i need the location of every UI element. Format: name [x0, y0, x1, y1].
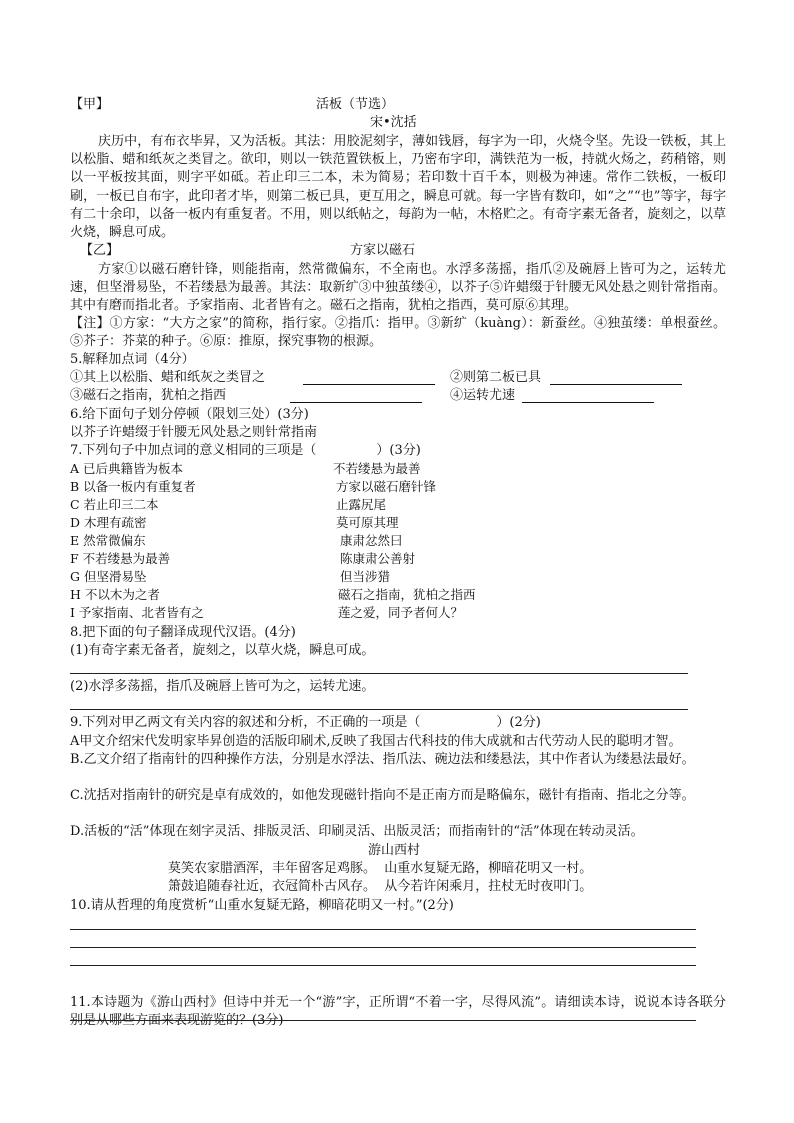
- q7-title-a: 7.下列句子中加点词的意义相同的三项是（: [70, 443, 317, 458]
- q9-title: [70, 714, 541, 732]
- q5-item-2: ②则第二板已具: [450, 370, 542, 385]
- q10-answer-line-2[interactable]: [70, 947, 696, 948]
- annotation-notes: 【注】①方家：“大方之家”的简称，指行家。②指爪：指甲。③新纩（kuàng）：新蚕丝。④独茧缕：单根蚕丝。⑤芥子：芥菜的种子。⑥原：推原，探究事物的根源。: [70, 316, 726, 350]
- q6-sentence: 以芥子许蜡缀于针腰无风处悬之则针常指南: [70, 425, 318, 440]
- q7-row-g-left: G 但坚滑易坠: [70, 569, 147, 584]
- q7-row-b-left: B 以备一板内有重复者: [70, 479, 196, 494]
- q11-title: 11.本诗题为《游山西村》但诗中并无一个“游”字，正所谓“不着一字，尽得风流”。请细读本诗，说说本诗各联分别是从哪些方面来表现游览的？(3分): [70, 995, 726, 1029]
- passage-a-title: 活板（节选）: [316, 97, 395, 112]
- q7-title: [70, 442, 421, 460]
- q5-title: 5.解释加点词（4分）: [70, 352, 195, 367]
- passage-a-author: 宋•沈括: [370, 115, 417, 130]
- q10-title: 10.请从哲理的角度赏析“山重水复疑无路，柳暗花明又一村。”(2分): [70, 898, 454, 913]
- q7-row-f-left: F 不若缕悬为最善: [70, 551, 171, 566]
- q11-answer-line-1[interactable]: [70, 1020, 696, 1021]
- q7-row-g-right: 但当涉猎: [340, 569, 391, 584]
- q7-row-b-right: 方家以磁石磨针锋: [336, 479, 437, 494]
- q7-row-h-left: H 不以木为之者: [70, 587, 160, 602]
- q7-row-c-right: 止露尻尾: [336, 497, 387, 512]
- passage-b-text: 方家①以磁石磨针锋，则能指南，然常微偏东，不全南也。水浮多荡摇，指爪②及碗唇上皆可为之，运转尤速，但坚滑易坠，不若缕悬为最善。其法：取新纩③中独茧缕④，以芥子⑤许蜡缀于针腰无风处悬之则针常指南。其中有磨而指北者。予家指南、北者皆有之。磁石之指南，犹柏之指西，莫可原⑥其理。: [70, 262, 726, 314]
- q7-row-a-left: A 已后典籍皆为板本: [70, 461, 184, 476]
- q7-row-d-right: 莫可原其理: [336, 515, 399, 530]
- poem-title: 游山西村: [368, 843, 421, 858]
- q7-title-b: ）(3分): [376, 443, 421, 458]
- q9-title-b: ）(2分): [496, 715, 541, 730]
- q8-answer-line-1[interactable]: [70, 673, 688, 674]
- q7-row-e-right: 康肃忿然曰: [340, 533, 403, 548]
- q7-row-e-left: E 然常微偏东: [70, 533, 146, 548]
- q9-option-a: A甲文介绍宋代发明家毕昇创造的活版印刷术,反映了我国古代科技的伟大成就和古代劳动人民的聪明才智。: [70, 734, 682, 749]
- q6-title: 6.给下面句子划分停顿（限划三处）(3分): [70, 407, 309, 422]
- q9-option-c: C.沈括对指南针的研究是卓有成效的，如他发现磁针指向不是正南方而是略偏东，磁针有指南、指北之分等。: [70, 788, 695, 803]
- q9-option-b: B.乙文介绍了指南针的四种操作方法，分别是水浮法、指爪法、碗边法和缕悬法，其中作者认为缕悬法最好。: [70, 752, 695, 767]
- q9-title-a: 9.下列对甲乙两文有关内容的叙述和分析，不正确的一项是（: [70, 715, 421, 730]
- passage-b-title: 方家以磁石: [350, 243, 416, 258]
- q7-row-d-left: D 木理有疏密: [70, 515, 147, 530]
- passage-b-label: 【乙】: [80, 243, 120, 258]
- q7-row-h-right: 磁石之指南，犹柏之指西: [338, 587, 476, 602]
- q5-item-4: ④运转尤速: [450, 388, 516, 403]
- passage-a-label: 【甲】: [70, 97, 110, 112]
- q5-answer-3[interactable]: [290, 402, 422, 403]
- poem-line-2: 箫鼓追随春社近，衣冠简朴古风存。 从今若许闲乘月，拄杖无时夜叩门。: [168, 879, 593, 894]
- q7-row-f-right: 陈康肃公善射: [340, 551, 416, 566]
- q7-row-c-left: C 若止印三二本: [70, 497, 159, 512]
- q8-title: 8.把下面的句子翻译成现代汉语。(4分): [70, 625, 296, 640]
- q5-answer-1[interactable]: [303, 384, 435, 385]
- q8-answer-line-2[interactable]: [70, 709, 688, 710]
- poem-line-1: 莫笑农家腊酒浑，丰年留客足鸡豚。 山重水复疑无路，柳暗花明又一村。: [168, 861, 593, 876]
- q5-answer-4[interactable]: [522, 402, 654, 403]
- q5-item-3: ③磁石之指南，犹柏之指西: [70, 388, 227, 403]
- q7-row-i-right: 莲之爱，同予者何人？: [338, 605, 464, 620]
- q5-answer-2[interactable]: [550, 384, 682, 385]
- q7-row-i-left: I 予家指南、北者皆有之: [70, 605, 204, 620]
- q8-sentence-2: (2)水浮多荡摇，指爪及碗唇上皆可为之，运转尤速。: [70, 679, 375, 694]
- q9-option-d: D.活板的“活”体现在刻字灵活、排版灵活、印刷灵活、出版灵活；而指南针的“活”体现在转动灵活。: [70, 824, 644, 839]
- q5-item-1: ①其上以松脂、蜡和纸灰之类冒之: [70, 370, 266, 385]
- q7-row-a-right: 不若缕悬为最善: [333, 461, 421, 476]
- q10-answer-line-3[interactable]: [70, 965, 696, 966]
- passage-a-text: 庆历中，有布衣毕昇，又为活板。其法：用胶泥刻字，薄如钱唇，每字为一印，火烧令坚。先设一铁板，其上以松脂、蜡和纸灰之类冒之。欲印，则以一铁范置铁板上，乃密布字印，满铁范为一板，持就火炀之，药稍镕，则以一平板按其面，则字平如砥。若止印三二本，未为简易；若印数十百千本，则极为神速。常作二铁板，一板印刷，一板已自布字，此印者才毕，则第二板已具，更互用之，瞬息可就。每一字皆有数印，如“之”“也”等字，每字有二十余印，以备一板内有重复者。不用，则以纸帖之，每韵为一帖，木格贮之。有奇字素无备者，旋刻之，以草火烧，瞬息可成。: [70, 134, 726, 241]
- q10-answer-line-1[interactable]: [70, 929, 696, 930]
- q8-sentence-1: (1)有奇字素无备者，旋刻之，以草火烧，瞬息可成。: [70, 643, 375, 658]
